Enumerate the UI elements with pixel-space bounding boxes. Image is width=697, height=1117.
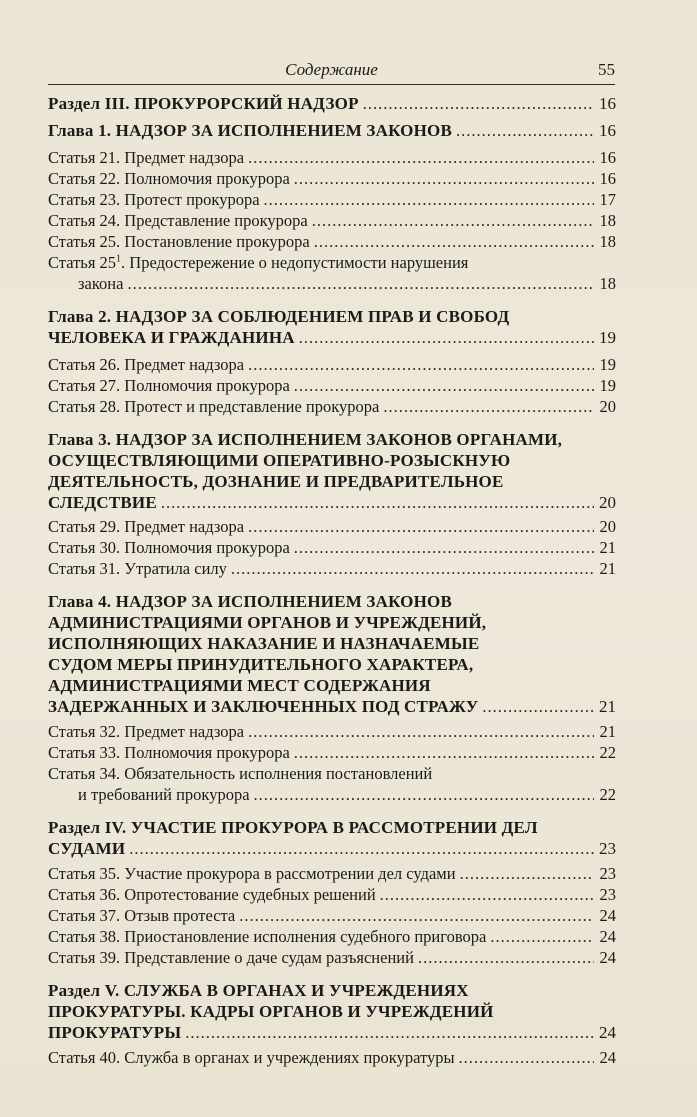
entry-text-line: Глава 3. НАДЗОР ЗА ИСПОЛНЕНИЕМ ЗАКОНОВ ОРГАНАМИ,	[48, 430, 563, 449]
entry-page: 24	[599, 1023, 616, 1042]
running-header	[48, 60, 615, 85]
entry-text: Статья 28. Протест и представление прокурора	[48, 397, 380, 416]
toc-article-entry	[48, 763, 616, 805]
entry-page: 18	[599, 274, 616, 293]
toc-article-entry	[48, 905, 616, 926]
leader-dots	[383, 396, 594, 417]
leader-dots	[294, 537, 594, 558]
entry-page: 24	[599, 948, 616, 967]
leader-dots	[248, 354, 594, 375]
leader-dots	[299, 327, 594, 348]
entry-text: Статья 40. Служба в органах и учреждениях прокуратуры	[48, 1048, 455, 1067]
leader-dots	[294, 168, 594, 189]
leader-dots	[460, 863, 594, 884]
toc-article-entry	[48, 863, 616, 884]
entry-page: 20	[599, 517, 616, 536]
toc-article-entry	[48, 721, 616, 742]
entry-page: 23	[599, 839, 616, 858]
entry-text-line: ПРОКУРАТУРЫ. КАДРЫ ОРГАНОВ И УЧРЕЖДЕНИЙ	[48, 1002, 494, 1021]
superscript: 1	[116, 253, 122, 265]
entry-text: Статья 39. Представление о даче судам разъяснений	[48, 948, 414, 967]
entry-page: 18	[599, 211, 616, 230]
toc-article-entry	[48, 558, 616, 579]
leader-dots	[254, 784, 594, 805]
leader-dots	[248, 721, 594, 742]
entry-text-line: ДЕЯТЕЛЬНОСТЬ, ДОЗНАНИЕ И ПРЕДВАРИТЕЛЬНОЕ	[48, 472, 504, 491]
entry-text-line: ИСПОЛНЯЮЩИХ НАКАЗАНИЕ И НАЗНАЧАЕМЫЕ	[48, 634, 480, 653]
entry-text-line: ПРОКУРАТУРЫ	[48, 1023, 182, 1042]
leader-dots	[312, 210, 594, 231]
entry-text-line2: закона	[78, 274, 124, 293]
entry-text: Статья 30. Полномочия прокурора	[48, 538, 290, 557]
entry-page: 24	[599, 906, 616, 925]
toc-article-entry	[48, 516, 616, 537]
entry-text-line1: Статья 34. Обязательность исполнения постановлений	[48, 764, 433, 783]
toc-article-entry	[48, 884, 616, 905]
leader-dots	[482, 696, 594, 717]
entry-text: Статья 21. Предмет надзора	[48, 148, 245, 167]
entry-text: Статья 35. Участие прокурора в рассмотрении дел судами	[48, 864, 456, 883]
entry-page: 22	[599, 785, 616, 804]
toc-section-entry	[48, 817, 616, 859]
toc-article-entry	[48, 926, 616, 947]
toc-article-entry	[48, 947, 616, 968]
entry-text-line: АДМИНИСТРАЦИЯМИ МЕСТ СОДЕРЖАНИЯ	[48, 676, 431, 695]
entry-text: Статья 22. Полномочия прокурора	[48, 169, 290, 188]
toc-article-entry	[48, 210, 616, 231]
entry-text-line: СУДОМ МЕРЫ ПРИНУДИТЕЛЬНОГО ХАРАКТЕРА,	[48, 655, 474, 674]
leader-dots	[314, 231, 594, 252]
toc-article-entry	[48, 537, 616, 558]
entry-page: 22	[599, 743, 616, 762]
entry-text-line1: Статья $25^1$. Предостережение о недопустимости нарушения	[48, 253, 469, 272]
leader-dots	[490, 926, 594, 947]
toc-chapter-entry	[48, 306, 616, 348]
toc-chapter-entry	[48, 429, 616, 513]
leader-dots	[239, 905, 594, 926]
leader-dots	[459, 1047, 594, 1068]
leader-dots	[161, 492, 594, 513]
toc-article-entry	[48, 189, 616, 210]
entry-text-line: Глава 4. НАДЗОР ЗА ИСПОЛНЕНИЕМ ЗАКОНОВ	[48, 592, 452, 611]
leader-dots	[185, 1022, 594, 1043]
entry-text: Статья 25. Постановление прокурора	[48, 232, 310, 251]
toc-section-entry	[48, 980, 616, 1043]
entry-page: 17	[599, 190, 616, 209]
entry-page: 23	[599, 864, 616, 883]
entry-page: 24	[599, 1048, 616, 1067]
header-title: Содержание	[285, 60, 378, 79]
entry-page: 16	[599, 148, 616, 167]
entry-text: Статья 23. Протест прокурора	[48, 190, 260, 209]
entry-text: Статья 31. Утратила силу	[48, 559, 227, 578]
entry-page: 21	[599, 538, 616, 557]
entry-page: 16	[599, 169, 616, 188]
entry-text: Статья 29. Предмет надзора	[48, 517, 245, 536]
entry-text-line: АДМИНИСТРАЦИЯМИ ОРГАНОВ И УЧРЕЖДЕНИЙ,	[48, 613, 487, 632]
entry-text-line: Раздел V. СЛУЖБА В ОРГАНАХ И УЧРЕЖДЕНИЯХ	[48, 981, 469, 1000]
entry-text: Статья 24. Представление прокурора	[48, 211, 308, 230]
entry-text-line1: Раздел IV. УЧАСТИЕ ПРОКУРОРА В РАССМОТРЕНИИ ДЕЛ	[48, 818, 538, 837]
entry-text: Статья 32. Предмет надзора	[48, 722, 245, 741]
leader-dots	[127, 273, 594, 294]
leader-dots	[363, 93, 594, 114]
entry-page: 16	[599, 94, 616, 113]
leader-dots	[456, 120, 594, 141]
toc-chapter-entry	[48, 591, 616, 717]
entry-page: 23	[599, 885, 616, 904]
entry-text-line2: СУДАМИ	[48, 839, 126, 858]
leader-dots	[294, 742, 594, 763]
entry-page: 21	[599, 559, 616, 578]
header-page-number: 55	[598, 60, 615, 79]
entry-text: Статья 36. Опротестование судебных решений	[48, 885, 376, 904]
toc-article-entry	[48, 147, 616, 168]
entry-text: Глава 1. НАДЗОР ЗА ИСПОЛНЕНИЕМ ЗАКОНОВ	[48, 121, 452, 140]
leader-dots	[264, 189, 594, 210]
leader-dots	[231, 558, 594, 579]
toc-article-entry	[48, 354, 616, 375]
toc-article-entry	[48, 742, 616, 763]
entry-page: 18	[599, 232, 616, 251]
entry-page: 24	[599, 927, 616, 946]
toc-chapter-entry	[48, 120, 616, 141]
toc-article-entry	[48, 396, 616, 417]
toc-article-entry	[48, 231, 616, 252]
toc-section-entry	[48, 93, 616, 114]
leader-dots	[418, 947, 594, 968]
entry-page: 21	[599, 697, 616, 716]
entry-text: Раздел III. ПРОКУРОРСКИЙ НАДЗОР	[48, 94, 359, 113]
entry-page: 20	[599, 493, 616, 512]
entry-page: 16	[599, 121, 616, 140]
leader-dots	[129, 838, 594, 859]
leader-dots	[248, 516, 594, 537]
toc-article-entry	[48, 1047, 616, 1068]
entry-page: 19	[599, 376, 616, 395]
toc-article-entry	[48, 168, 616, 189]
toc-article-entry	[48, 252, 616, 294]
entry-text: Статья 33. Полномочия прокурора	[48, 743, 290, 762]
entry-text-line: ОСУЩЕСТВЛЯЮЩИМИ ОПЕРАТИВНО-РОЗЫСКНУЮ	[48, 451, 511, 470]
entry-text: Статья 37. Отзыв протеста	[48, 906, 236, 925]
table-of-contents	[48, 88, 616, 1068]
entry-text-line: ЗАДЕРЖАННЫХ И ЗАКЛЮЧЕННЫХ ПОД СТРАЖУ	[48, 697, 479, 716]
entry-text-line1: Глава 2. НАДЗОР ЗА СОБЛЮДЕНИЕМ ПРАВ И СВОБОД	[48, 307, 510, 326]
toc-article-entry	[48, 375, 616, 396]
leader-dots	[294, 375, 594, 396]
entry-page: 21	[599, 722, 616, 741]
entry-page: 19	[599, 355, 616, 374]
entry-text-line2: ЧЕЛОВЕКА И ГРАЖДАНИНА	[48, 328, 295, 347]
entry-text: Статья 27. Полномочия прокурора	[48, 376, 290, 395]
leader-dots	[380, 884, 594, 905]
entry-text: Статья 38. Приостановление исполнения судебного приговора	[48, 927, 487, 946]
entry-text-line: СЛЕДСТВИЕ	[48, 493, 157, 512]
entry-page: 20	[599, 397, 616, 416]
entry-page: 19	[599, 328, 616, 347]
leader-dots	[248, 147, 594, 168]
entry-text: Статья 26. Предмет надзора	[48, 355, 245, 374]
entry-text-line2: и требований прокурора	[78, 785, 250, 804]
